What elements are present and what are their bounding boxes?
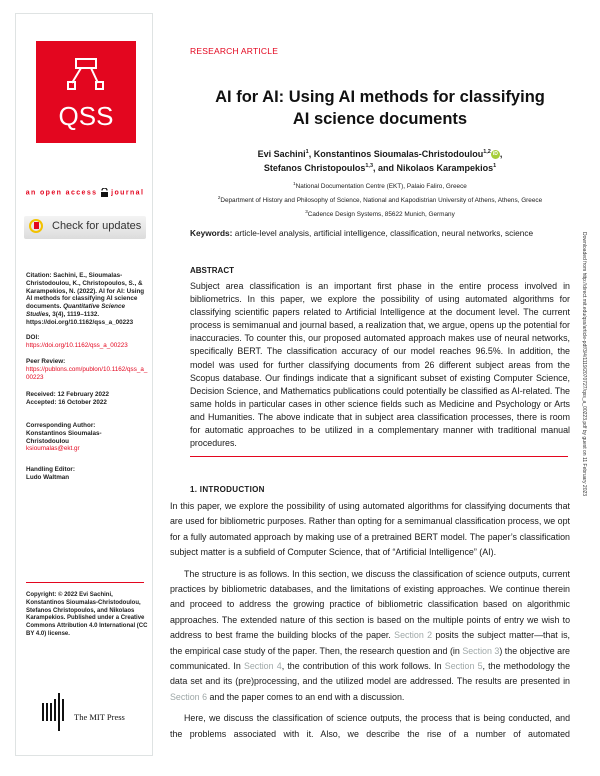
check-for-updates-button[interactable] bbox=[24, 216, 146, 239]
affiliation: Cadence Design Systems, 85622 Munich, Germany bbox=[307, 211, 455, 219]
section-link[interactable]: Section 3 bbox=[462, 645, 500, 656]
author-aff: 1,2 bbox=[483, 149, 491, 155]
author-aff: 1 bbox=[493, 163, 497, 169]
mit-press-logo-icon bbox=[40, 693, 70, 731]
network-icon bbox=[36, 41, 136, 143]
text: posits the subject matter—that is, the empirical case study of the paper. Then, the research question and (in bbox=[170, 630, 570, 656]
keywords-text: article-level analysis, artificial intelligence, classification, neural networks, science bbox=[234, 228, 534, 238]
section-link[interactable]: Section 4 bbox=[243, 661, 282, 672]
citation-text: Sachini, E., Sioumalas-Christodoulou, K., Christopoulos, S., & Karampekios, N. (2022). AI for AI: Using AI methods for classifying AI science documents. bbox=[26, 272, 145, 311]
divider bbox=[190, 456, 568, 457]
copyright-text: Copyright: © 2022 Evi Sachini, Konstantinos Sioumalas-Christodoulou, Stefanos Christopoulos, and Nikolaos Karampekios. Published under a Creative Commons Attribution 4.0 International (CC BY 4.0) license. bbox=[26, 592, 148, 637]
peer-review-link[interactable]: https://publons.com/publon/10.1162/qss_a_00223 bbox=[26, 365, 148, 381]
section-link[interactable]: Section 2 bbox=[394, 630, 433, 641]
citation-tail: 3(4), 1119–1132. https://doi.org/10.1162/qss_a_00223 bbox=[26, 310, 134, 326]
peer-review-label: Peer Review: bbox=[26, 358, 66, 365]
paragraph: Here, we discuss the classification of science outputs, the process that is being conducted, and the problems associated with it. Also, we describe the rise of a number of automated bbox=[170, 713, 570, 739]
download-note: Downloaded from http://direct.mit.edu/qss/article-pdf/3/4/1119/2070727/qss_a_00223.pdf by guest on 11 February 2023 bbox=[581, 232, 587, 497]
affiliation: National Documentation Centre (EKT), Palaio Faliro, Greece bbox=[295, 183, 467, 191]
affiliations bbox=[190, 178, 570, 220]
citation-journal: Quantitative Science Studies, bbox=[26, 303, 126, 318]
abstract-text: Subject area classification is an important first phase in the entire process involved in bibliometrics. In this paper, we explore the possibility of using automated algorithms for classifying scientific papers related to Artificial Intelligence at the document level. The current process is semimanual and journal based, a realization that, we argue, opens up the potential for inaccuracies. To counter this, our proposed automated approach makes use of neural networks, specifically BERT. The classification accuracy of our model reaches 96.5%. In addition, the model was used for further classifying documents from 26 different subject areas from the Scopus database. Our findings indicate that a significant subset of existing Computer Science, Decision Science, and Mathematics publications could potentially be classified as AI-related. The same holds in particular cases in other science fields such as Medicine and Psychology or Arts and Humanities. The above indicate that in subject area classification processes, there is room for automatic approaches to be utilized in a complementary manner with traditional manual procedures. bbox=[190, 281, 570, 449]
orcid-icon[interactable]: iD bbox=[492, 151, 498, 158]
check-updates-label: Check for updates bbox=[52, 220, 142, 232]
received-date: Received: 12 February 2022 bbox=[26, 391, 109, 398]
text: ) the objective are communicated. In bbox=[170, 645, 570, 672]
crossmark-icon bbox=[29, 219, 43, 233]
corresponding-name: Konstantinos Sioumalas-Christodoulou bbox=[26, 429, 102, 445]
doi bbox=[26, 334, 148, 350]
article-type: RESEARCH ARTICLE bbox=[190, 46, 279, 56]
open-access-suffix: journal bbox=[111, 189, 145, 197]
author-aff: 1,3 bbox=[365, 163, 374, 169]
keywords-label: Keywords: bbox=[190, 228, 233, 238]
accepted-date: Accepted: 16 October 2022 bbox=[26, 398, 107, 406]
author-name: Nikolaos Karampekios bbox=[396, 163, 494, 173]
open-access-prefix: an open access bbox=[25, 189, 98, 197]
corresponding-label: Corresponding Author: bbox=[26, 422, 96, 429]
section-link[interactable]: Section 6 bbox=[170, 691, 208, 702]
title-line: AI for AI: Using AI methods for classifying bbox=[215, 88, 545, 106]
citation bbox=[26, 272, 148, 327]
doi-link[interactable]: https://doi.org/10.1162/qss_a_00223 bbox=[26, 341, 128, 349]
title-line: AI science documents bbox=[292, 110, 468, 128]
authors: Evi Sachini$^1$, Konstantinos Sioumalas-Christodoulou$^{1,2}$ iD , Stefanos Christopoulos$^{1,3}$, and Nikolaos Karampekios$^1$ bbox=[257, 149, 503, 173]
qss-logo bbox=[36, 41, 136, 143]
editor-label: Handling Editor: bbox=[26, 466, 75, 473]
doi-label: DOI: bbox=[26, 334, 40, 341]
open-lock-icon bbox=[101, 188, 108, 197]
text: The structure is as follows. In this section, we discuss the classification of science outputs, current practices by bibliometric databases, and the limitations of existing approaches. We continue therein and proceed to address the growing practice of bibliometric classification based on algorithmic approaches. The extended nature of this section is based on the multiple points of entry we wish to address to best frame the building blocks of the paper. bbox=[170, 568, 570, 641]
corresponding-email[interactable]: ksioumalas@ekt.gr bbox=[26, 445, 80, 453]
author-aff: 1 bbox=[305, 149, 309, 155]
aff-num: 2 bbox=[217, 195, 221, 201]
author-name: Stefanos Christopoulos bbox=[263, 163, 366, 173]
peer-review bbox=[26, 358, 148, 381]
aff-num: 3 bbox=[305, 209, 308, 215]
handling-editor bbox=[26, 466, 148, 482]
intro-body bbox=[170, 499, 570, 742]
abstract-heading: ABSTRACT bbox=[190, 266, 234, 275]
sidebar bbox=[15, 13, 153, 756]
section-link[interactable]: Section 5 bbox=[444, 661, 483, 672]
aff-num: 1 bbox=[293, 181, 296, 186]
text: , the contribution of this work follows. In bbox=[281, 661, 445, 672]
editor-name: Ludo Waltman bbox=[26, 473, 70, 481]
paragraph: In this paper, we explore the possibility of using automated algorithms for classifying documents that are used for bibliometric purposes. Rather than opting for a semimanual classification process, we opt for a fully automated approach by making use of a pretrained BERT model. The paper’s classification subject matter is a subfield of Computer Science, that of “Artificial Intelligence” (AI). bbox=[170, 501, 570, 558]
publisher-name: The MIT Press bbox=[74, 712, 125, 722]
author-name: Evi Sachini bbox=[257, 149, 306, 159]
affiliation: Department of History and Philosophy of Science, National and Kapodistrian University of Athens, Athens, Greece bbox=[220, 197, 543, 205]
text: , the methodology the data set and its (pre)processing, and the utilized model are addressed. The results are presented in bbox=[170, 661, 571, 687]
corresponding-author bbox=[26, 422, 148, 453]
introduction-heading: 1. INTRODUCTION bbox=[190, 485, 265, 494]
citation-label: Citation: bbox=[26, 272, 52, 279]
divider bbox=[26, 582, 144, 583]
text: and the paper comes to an end with a discussion. bbox=[207, 691, 405, 702]
paragraph bbox=[170, 567, 570, 706]
logo-text: QSS bbox=[58, 101, 114, 131]
article-title bbox=[190, 86, 570, 130]
keywords bbox=[190, 228, 570, 238]
open-access-label bbox=[16, 188, 154, 197]
author-name: Konstantinos Sioumalas-Christodoulou bbox=[313, 149, 484, 159]
dates bbox=[26, 391, 148, 407]
